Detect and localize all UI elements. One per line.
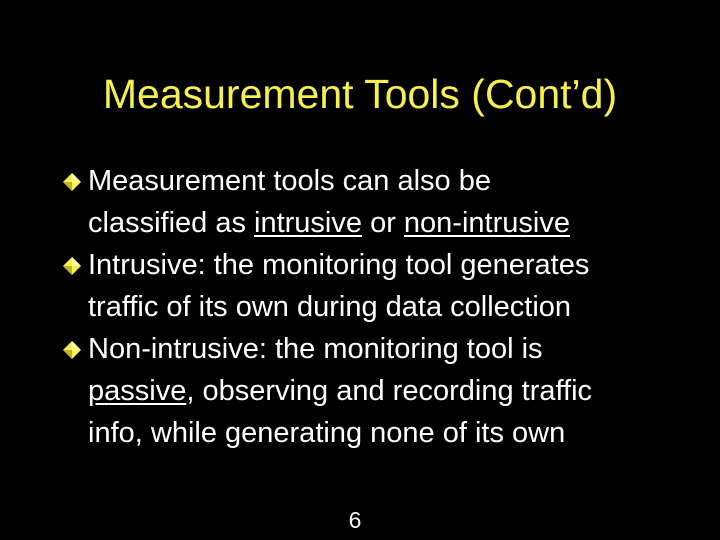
bullet-text: info, while generating none of its own <box>88 417 566 449</box>
slide-title: Measurement Tools (Cont’d) <box>102 71 618 117</box>
bullet-text: : the monitoring tool is <box>258 333 543 365</box>
term-non-intrusive: non-intrusive <box>403 207 570 239</box>
bullet-list <box>62 160 702 454</box>
bullet-line <box>88 202 702 244</box>
bullet-line <box>88 328 702 370</box>
bullet-text: traffic of its own during data collection <box>88 291 572 323</box>
bullet-line <box>88 160 702 202</box>
diamond-bullet-icon <box>62 172 82 192</box>
bullet-text: , observing and recording traffic <box>186 375 593 407</box>
page-number: 6 <box>348 507 362 533</box>
bullet-line <box>88 412 702 454</box>
bullet-line <box>88 370 702 412</box>
bullet-text: classified as <box>88 207 255 239</box>
bullet-term: Non-intrusive <box>88 333 259 365</box>
bullet-text: : the monitoring tool generates <box>197 249 590 281</box>
diamond-bullet-icon <box>62 256 82 276</box>
bullet-item <box>62 244 702 328</box>
bullet-text: or <box>362 207 404 239</box>
diamond-bullet-icon <box>62 340 82 360</box>
bullet-line <box>88 244 702 286</box>
term-intrusive: intrusive <box>254 207 363 239</box>
bullet-item <box>62 328 702 454</box>
bullet-term: Intrusive <box>88 249 198 281</box>
term-passive: passive <box>88 375 187 407</box>
bullet-line <box>88 286 702 328</box>
bullet-text: Measurement tools can also be <box>88 165 491 197</box>
bullet-item <box>62 160 702 244</box>
